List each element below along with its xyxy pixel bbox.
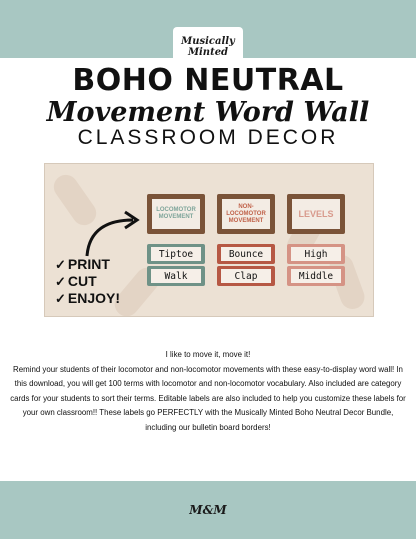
category-label: NON-LOCOMOTOR MOVEMENT	[222, 199, 270, 229]
check-icon: ✓	[55, 257, 66, 272]
title-script: Movement Word Wall	[46, 97, 370, 128]
checklist-item: ✓ ENJOY!	[55, 290, 121, 306]
word-card	[217, 244, 275, 264]
word-card	[287, 266, 345, 286]
category-label: LEVELS	[292, 199, 340, 229]
word-label: Middle	[291, 269, 341, 283]
category-card-levels	[287, 194, 345, 234]
bottom-band	[0, 481, 416, 539]
word-label: High	[291, 247, 341, 261]
category-card-locomotor	[147, 194, 205, 234]
product-description	[10, 348, 406, 435]
check-icon: ✓	[55, 291, 66, 306]
logo-badge	[173, 27, 243, 67]
footer-logo-mark: M&M	[189, 503, 227, 517]
product-preview-image	[44, 163, 374, 317]
category-card-non-locomotor	[217, 194, 275, 234]
checklist-item: ✓ PRINT	[55, 256, 110, 272]
title-subtitle: CLASSROOM DECOR	[77, 126, 339, 149]
word-label: Bounce	[221, 247, 271, 261]
word-card	[217, 266, 275, 286]
word-card	[147, 266, 205, 286]
category-label: LOCOMOTOR MOVEMENT	[152, 199, 200, 229]
checklist-item: ✓ CUT	[55, 273, 97, 289]
brand-line-2: Minted	[187, 47, 229, 58]
word-label: Clap	[221, 269, 271, 283]
word-card	[287, 244, 345, 264]
title-main: BOHO NEUTRAL	[72, 63, 344, 98]
word-label: Walk	[151, 269, 201, 283]
check-icon: ✓	[55, 274, 66, 289]
word-card	[147, 244, 205, 264]
arrow-icon	[81, 206, 145, 260]
description-body: Remind your students of their locomotor and non-locomotor movements with these easy-to-display word wall! In this download, you will get 100 terms with locomotor and non-locomotor vocabulary. Also included are category cards for your students to sort their terms. Editable labels are also included to help you customize these labels for your own classroom!! These labels go PERFECTLY with the Musically Minted Boho Neutral Decor Bundle, including our bulletin board borders!	[10, 364, 406, 432]
word-label: Tiptoe	[151, 247, 201, 261]
description-heading: I like to move it, move it!	[165, 350, 251, 359]
checklist	[55, 256, 120, 307]
brand-line-1: Musically	[181, 36, 235, 47]
